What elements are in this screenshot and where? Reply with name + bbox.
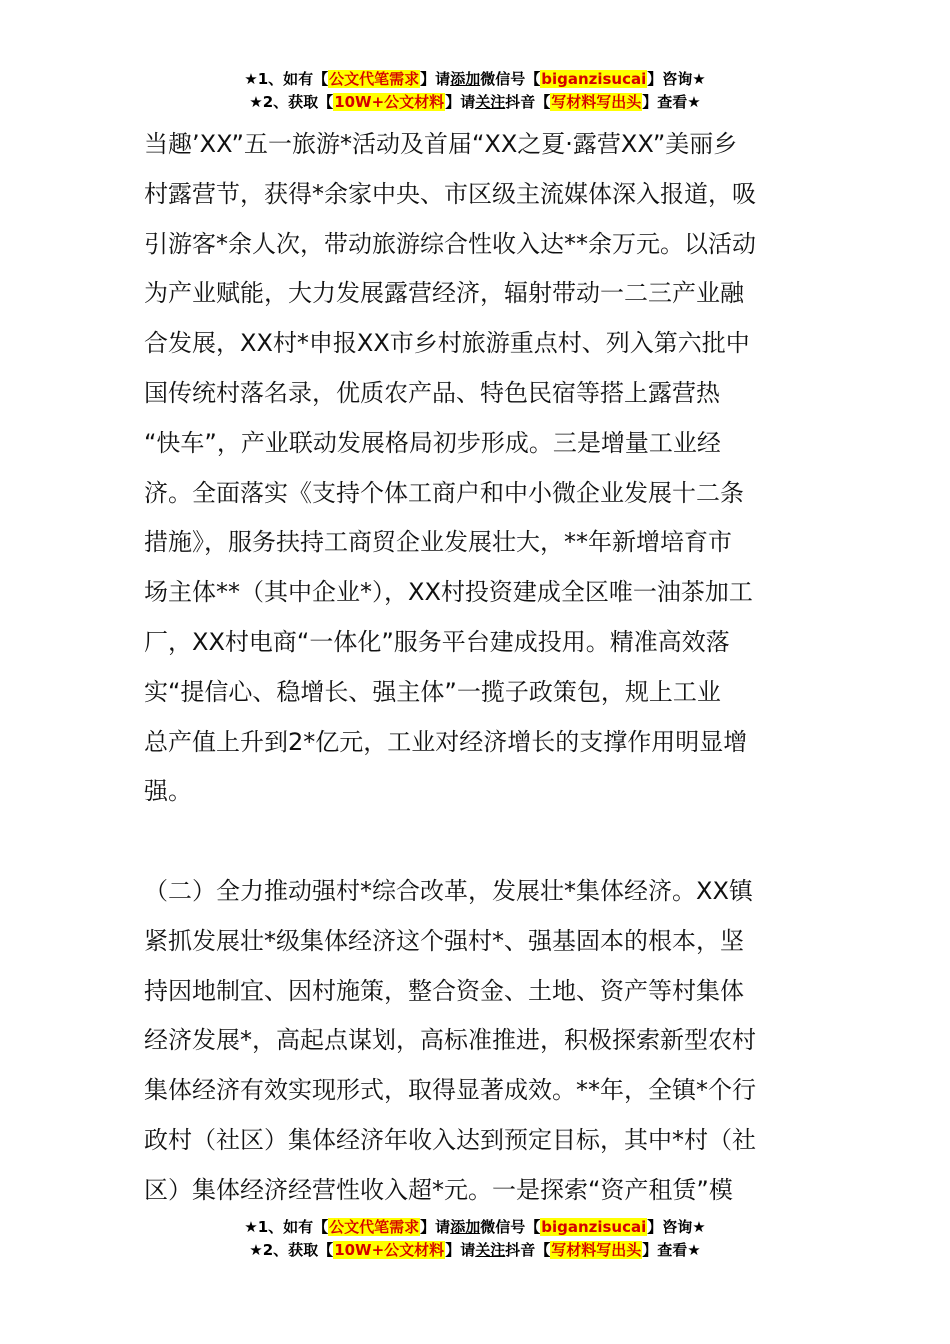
text-line: 当趣’XX”五一旅游*活动及首届“XX之夏·露营XX”美丽乡 — [144, 130, 738, 158]
banner-line-1 — [0, 68, 950, 91]
text-line: 引游客*余人次，带动旅游综合性收入达**余万元。以活动 — [144, 229, 756, 258]
text-line: 措施》，服务扶持工商贸企业发展壮大，**年新增培育市 — [144, 528, 732, 557]
text-line: 强。 — [144, 777, 192, 806]
banner-underlined: 关注 — [475, 93, 506, 111]
text-line: 总产值上升到2*亿元，工业对经济增长的支撑作用明显增 — [144, 727, 748, 756]
banner-text: 】咨询★ — [647, 70, 706, 88]
banner-underlined: 关注 — [475, 1241, 506, 1259]
text-line: “快车”，产业联动发展格局初步形成。三是增量工业经 — [144, 428, 721, 457]
text-line: 实“提信心、稳增长、强主体”一揽子政策包，规上工业 — [144, 677, 721, 706]
highlight-wechat-id: biganzisucai — [541, 1218, 647, 1236]
banner-text: 】请 — [420, 1218, 451, 1236]
highlight-service: 公文代笔需求 — [329, 70, 420, 88]
highlight-douyin-id: 写材料写出头 — [551, 1241, 642, 1259]
text-line: 合发展，XX村*申报XX市乡村旅游重点村、列入第六批中 — [144, 329, 750, 358]
paragraph-1 — [144, 120, 808, 817]
banner-underlined: 添加 — [450, 1218, 481, 1236]
text-line: 区）集体经济经营性收入超*元。一是探索“资产租赁”模 — [144, 1175, 733, 1204]
document-body — [144, 120, 808, 1216]
highlight-service: 公文代笔需求 — [329, 1218, 420, 1236]
footer-banner — [0, 1216, 950, 1262]
text-line: 持因地制宜、因村施策，整合资金、土地、资产等村集体 — [144, 976, 744, 1005]
banner-text: ★2、获取【 — [249, 93, 334, 111]
banner-text: 】查看★ — [642, 93, 701, 111]
banner-text: 】查看★ — [642, 1241, 701, 1259]
banner-line-2 — [0, 1239, 950, 1262]
highlight-wechat-id: biganzisucai — [541, 70, 647, 88]
header-banner — [0, 68, 950, 114]
banner-text: 微信号【 — [480, 70, 541, 88]
text-line: （二）全力推动强村*综合改革，发展壮*集体经济。XX镇 — [144, 876, 753, 905]
highlight-materials: 10W+公文材料 — [334, 1241, 445, 1259]
banner-text: ★1、如有【 — [244, 70, 329, 88]
banner-text: 】请 — [420, 70, 451, 88]
banner-text: 】咨询★ — [647, 1218, 706, 1236]
text-line: 济。全面落实《支持个体工商户和中小微企业发展十二条 — [144, 478, 744, 507]
text-line: 紧抓发展壮*级集体经济这个强村*、强基固本的根本，坚 — [144, 926, 744, 955]
banner-line-1 — [0, 1216, 950, 1239]
banner-text: ★1、如有【 — [244, 1218, 329, 1236]
text-line: 村露营节，获得*余家中央、市区级主流媒体深入报道，吸 — [144, 179, 756, 208]
banner-text: 】请 — [445, 93, 476, 111]
banner-text: 】请 — [445, 1241, 476, 1259]
text-line: 政村（社区）集体经济年收入达到预定目标，其中*村（社 — [144, 1125, 756, 1154]
text-line: 经济发展*，高起点谋划，高标准推进，积极探索新型农村 — [144, 1026, 756, 1055]
text-line: 集体经济有效实现形式，取得显著成效。**年，全镇*个行 — [144, 1076, 756, 1105]
banner-text: 微信号【 — [480, 1218, 541, 1236]
paragraph-2 — [144, 867, 808, 1216]
banner-underlined: 添加 — [450, 70, 481, 88]
text-line: 为产业赋能，大力发展露营经济，辐射带动一二三产业融 — [144, 279, 744, 308]
banner-text: 抖音【 — [505, 93, 551, 111]
text-line: 国传统村落名录，优质农产品、特色民宿等搭上露营热 — [144, 378, 720, 407]
paragraph-gap — [144, 817, 808, 867]
text-line: 场主体**（其中企业*），XX村投资建成全区唯一油茶加工 — [144, 578, 753, 607]
highlight-douyin-id: 写材料写出头 — [551, 93, 642, 111]
text-line: 厂，XX村电商“一体化”服务平台建成投用。精准高效落 — [144, 627, 730, 656]
banner-text: ★2、获取【 — [249, 1241, 334, 1259]
highlight-materials: 10W+公文材料 — [334, 93, 445, 111]
banner-text: 抖音【 — [505, 1241, 551, 1259]
banner-line-2 — [0, 91, 950, 114]
